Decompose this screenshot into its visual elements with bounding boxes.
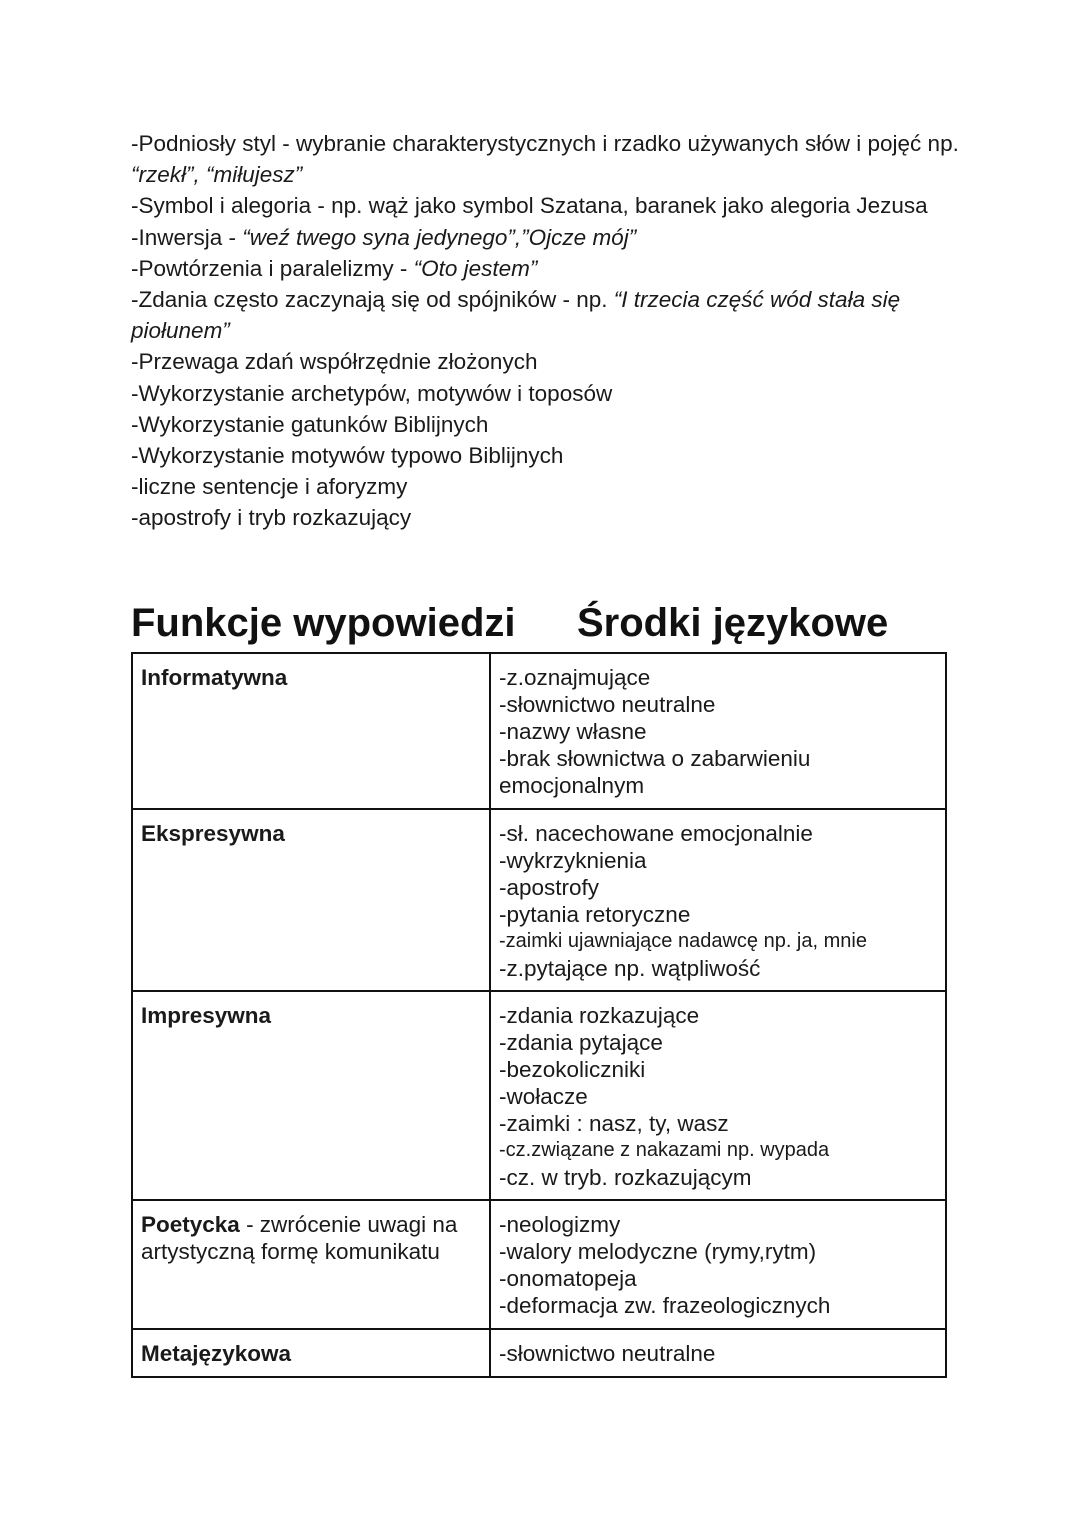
means-item: -cz. w tryb. rozkazującym xyxy=(499,1165,752,1190)
means-item: -pytania retoryczne xyxy=(499,902,691,927)
heading-functions: Funkcje wypowiedzi xyxy=(131,601,516,645)
function-name-cell: Impresywna xyxy=(132,991,490,1200)
bullet-item: -Zdania często zaczynają się od spójników - np. “I trzecia część wód stała się piołunem” xyxy=(131,287,901,344)
table-row xyxy=(132,1329,946,1377)
language-means-cell xyxy=(490,653,946,809)
means-item: -zdania rozkazujące xyxy=(499,1003,700,1028)
means-item: -bezokoliczniki xyxy=(499,1057,646,1082)
means-item: -zaimki ujawniające nadawcę np. ja, mnie xyxy=(499,930,867,952)
means-item: -z.oznajmujące xyxy=(499,665,651,690)
bullet-list xyxy=(131,128,961,534)
means-item: -walory melodyczne (rymy,rytm) xyxy=(499,1239,817,1264)
bullet-item: -Inwersja - “weź twego syna jedynego”,”Ojcze mój” xyxy=(131,224,637,250)
function-name-cell: Ekspresywna xyxy=(132,809,490,991)
table-row xyxy=(132,809,946,991)
functions-table xyxy=(131,652,947,1378)
language-means-cell xyxy=(490,1200,946,1329)
table-row xyxy=(132,991,946,1200)
means-item: -zaimki : nasz, ty, wasz xyxy=(499,1111,729,1136)
means-item: -apostrofy xyxy=(499,875,600,900)
means-item: -sł. nacechowane emocjonalnie xyxy=(499,821,813,846)
means-item: -zdania pytające xyxy=(499,1030,663,1055)
function-name-cell: Informatywna xyxy=(132,653,490,809)
means-item: -z.pytające np. wątpliwość xyxy=(499,956,761,981)
bullet-item: -Przewaga zdań współrzędnie złożonych xyxy=(131,349,538,375)
bullet-item: -Wykorzystanie archetypów, motywów i toposów xyxy=(131,380,613,406)
bullet-item: -liczne sentencje i aforyzmy xyxy=(131,474,408,500)
bullet-item: -Powtórzenia i paralelizmy - “Oto jestem” xyxy=(131,255,538,281)
means-item: -słownictwo neutralne xyxy=(499,692,716,717)
means-item: -neologizmy xyxy=(499,1212,621,1237)
bullet-item: -Wykorzystanie motywów typowo Biblijnych xyxy=(131,443,564,469)
means-item: -słownictwo neutralne xyxy=(499,1341,716,1366)
function-name-cell: Metajęzykowa xyxy=(132,1329,490,1377)
language-means-cell xyxy=(490,809,946,991)
means-item: -cz.związane z nakazami np. wypada xyxy=(499,1139,830,1161)
bullet-item: -Podniosły styl - wybranie charakterystycznych i rzadko używanych słów i pojęć np. “rzekł”, “miłujesz” xyxy=(131,131,959,188)
document-page xyxy=(131,128,961,1366)
means-item: -deformacja zw. frazeologicznych xyxy=(499,1293,831,1318)
means-item: -nazwy własne xyxy=(499,719,647,744)
means-item: -wykrzyknienia xyxy=(499,848,647,873)
means-item: -brak słownictwa o zabarwieniu emocjonalnym xyxy=(499,746,811,798)
bullet-item: -apostrofy i tryb rozkazujący xyxy=(131,505,412,531)
means-item: -wołacze xyxy=(499,1084,588,1109)
bullet-item: -Wykorzystanie gatunków Biblijnych xyxy=(131,411,489,437)
language-means-cell xyxy=(490,1329,946,1377)
bullet-item: -Symbol i alegoria - np. wąż jako symbol Szatana, baranek jako alegoria Jezusa xyxy=(131,193,928,219)
table-row xyxy=(132,653,946,809)
heading-language-means: Środki językowe xyxy=(577,601,889,645)
means-item: -onomatopeja xyxy=(499,1266,637,1291)
language-means-cell xyxy=(490,991,946,1200)
section-heading xyxy=(131,598,961,648)
table-row xyxy=(132,1200,946,1329)
function-name-cell: Poetycka - zwrócenie uwagi na artystyczną formę komunikatu xyxy=(132,1200,490,1329)
